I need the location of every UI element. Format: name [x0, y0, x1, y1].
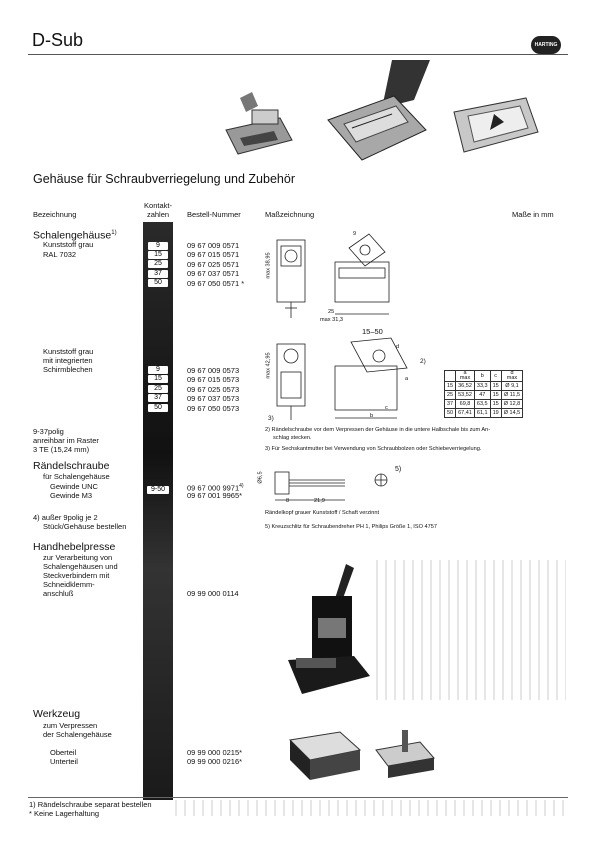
footnote-1: 1) Rändelschraube separat bestellen: [29, 800, 152, 809]
col-header-bestell: Bestell-Nummer: [187, 210, 241, 219]
raster-line3: 3 TE (15,24 mm): [33, 445, 90, 454]
part-number: 09 67 037 0571: [187, 269, 240, 278]
contact-column-band: [143, 222, 173, 800]
group2-desc: mit integrierten: [43, 356, 93, 365]
dim-label: max 38,95: [265, 252, 272, 279]
dim-label: 9: [353, 231, 357, 237]
product-photo-housing-open: [446, 92, 544, 158]
dim-label: max 31,3: [320, 317, 344, 323]
dim-label: c: [385, 405, 388, 411]
part-number: 09 67 050 0571 *: [187, 279, 245, 288]
footer-rule: [28, 797, 568, 798]
part-number: 09 67 001 9965*: [187, 491, 243, 500]
part-number: 09 67 050 0573: [187, 404, 240, 413]
contact-count: 25: [148, 260, 168, 268]
part-number: 09 67 025 0573: [187, 385, 240, 394]
raster-line1: 9-37polig: [33, 427, 64, 436]
part-number: 09 99 000 0215*: [187, 748, 243, 757]
part-number: 09 67 015 0573: [187, 375, 240, 384]
section-title: Gehäuse für Schraubverriegelung und Zubehör: [33, 172, 295, 186]
dimension-drawing-1: [265, 228, 405, 328]
col-header-mass: Maßzeichnung: [265, 210, 315, 219]
part-number: 09 67 009 0571: [187, 241, 240, 250]
note-3: 3) Für Sechskantmutter bei Verwendung von Schraubbolzen oder Schiebeverriegelung.: [265, 446, 482, 452]
raster-line2: anreihbar im Raster: [33, 436, 99, 445]
part-number: 09 67 025 0571: [187, 260, 240, 269]
hand-lever-press-photo: [284, 560, 374, 700]
group1-color: RAL 7032: [43, 250, 77, 259]
col-header-kontakt: Kontakt- zahlen: [144, 201, 172, 219]
contact-count: 25: [148, 385, 168, 393]
group-title-schalengehaeuse: Schalengehäuse$^{1)}$: [33, 229, 117, 242]
dim-label: 8: [286, 498, 290, 504]
group1-material: Kunststoff grau: [43, 240, 94, 249]
footnote-2: * Keine Lagerhaltung: [29, 809, 100, 818]
product-photo-connector: [222, 88, 304, 160]
col-header-bezeichnung: Bezeichnung: [33, 210, 77, 219]
group-title-raendelschraube: Rändelschraube: [33, 460, 110, 472]
dim-label: a: [405, 376, 409, 382]
contact-count: 37: [148, 270, 168, 278]
press-desc-3: Steckverbindern mit: [43, 571, 110, 580]
group3-desc: für Schalengehäuse: [43, 472, 110, 481]
dimension-drawing-2: [265, 328, 425, 424]
dim-label: 5): [395, 466, 402, 473]
dim-label: d: [396, 344, 400, 350]
note-4: 4) außer 9polig je 2: [33, 513, 98, 522]
press-desc-5: anschluß: [43, 589, 74, 598]
contact-count: 50: [148, 404, 168, 412]
contact-count: 9-50: [147, 486, 169, 494]
group-title-handhebelpresse: Handhebelpresse: [33, 541, 116, 553]
part-number: 09 99 000 0114: [187, 589, 239, 598]
tool-lower-label: Unterteil: [50, 757, 78, 766]
note-5: 5) Kreuzschlitz für Schraubendreher PH 1, Philips Größe 1, ISO 4757: [265, 524, 437, 530]
page-title: D-Sub: [32, 30, 84, 50]
dim-label: max 42,95: [265, 352, 272, 379]
group2-desc2: Schirmblechen: [43, 365, 93, 374]
product-photo-cable-housing: [322, 60, 444, 164]
tool-desc-1: zum Verpressen: [43, 721, 98, 730]
contact-count: 15: [148, 251, 168, 259]
tool-desc-2: der Schalengehäuse: [43, 730, 112, 739]
note-screw-material: Rändelkopf grauer Kunststoff / Schaft verzinnt: [265, 510, 380, 516]
note-2b: schlag stecken.: [273, 435, 312, 441]
dim-label: 2): [420, 358, 426, 365]
tool-upper-label: Oberteil: [50, 748, 77, 757]
contact-count: 37: [148, 394, 168, 402]
note-4b: Stück/Gehäuse bestellen: [43, 522, 127, 531]
dim-label: 3): [268, 415, 274, 422]
thread-unc-label: Gewinde UNC: [50, 482, 98, 491]
tool-photo: [284, 720, 444, 786]
dim-label: 21,9: [314, 498, 325, 504]
dim-label: 25: [328, 309, 335, 315]
header-rule: [28, 54, 568, 55]
thread-m3-label: Gewinde M3: [50, 491, 93, 500]
part-number: 09 99 000 0216*: [187, 757, 243, 766]
scan-noise: [175, 800, 565, 816]
press-desc-4: Schneidklemm-: [43, 580, 95, 589]
group-title-werkzeug: Werkzeug: [33, 708, 81, 720]
note-2: 2) Rändelschraube vor dem Verpressen der Gehäuse in die untere Halbschale bis zum An-: [265, 427, 491, 433]
part-number: 09 67 037 0573: [187, 394, 240, 403]
dim-label: b: [370, 413, 374, 419]
part-number: 09 67 015 0571: [187, 250, 240, 259]
contact-count: 9: [148, 366, 168, 374]
dim-label: 15–50: [362, 327, 383, 336]
part-number: 09 67 009 0573: [187, 366, 240, 375]
harting-logo: HARTING: [531, 36, 561, 54]
contact-count: 9: [148, 242, 168, 250]
press-desc-1: zur Verarbeitung von: [43, 553, 113, 562]
part-number: 09 67 000 9971$^{4)}$: [187, 483, 244, 493]
contact-count: 50: [148, 279, 168, 287]
dim-label: Ø6,5: [257, 471, 264, 484]
scan-noise: [376, 560, 566, 700]
contact-count: 15: [148, 375, 168, 383]
press-desc-2: Schalengehäusen und: [43, 562, 118, 571]
dimension-table: a max b c d max 15 36,52 33,3 15 Ø 9,1 25 53,52 47 15 Ø 11,5 37 69,8 63,5 15 Ø 12,8 50 67,41 61,1 19 Ø 14,5: [444, 370, 523, 418]
col-header-mm: Maße in mm: [512, 210, 554, 219]
group2-material: Kunststoff grau: [43, 347, 94, 356]
